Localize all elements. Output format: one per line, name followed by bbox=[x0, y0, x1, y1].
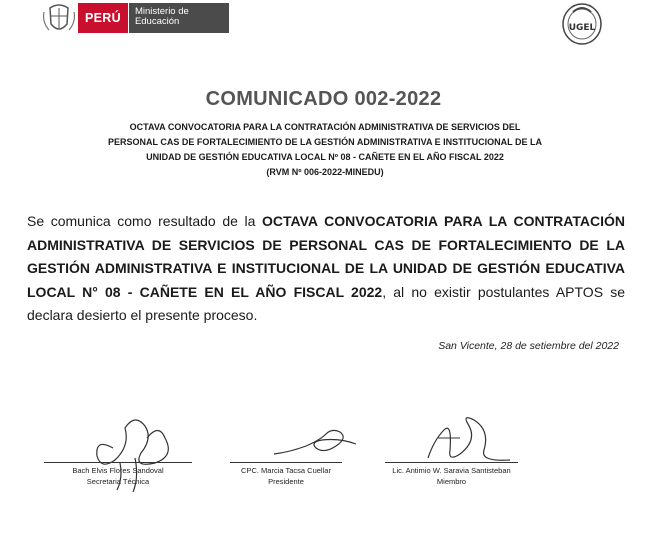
signatory-name: CPC. Marcia Tacsa Cuellar bbox=[241, 466, 331, 475]
document-title: COMUNICADO 002-2022 bbox=[205, 88, 442, 110]
subtitle-line: UNIDAD DE GESTIÓN EDUCATIVA LOCAL Nº 08 - CAÑETE EN EL AÑO FISCAL 2022 bbox=[146, 152, 504, 162]
document-subtitle bbox=[80, 120, 570, 180]
signature-graphic-2 bbox=[270, 424, 360, 464]
ministry-label: Ministerio de Educación bbox=[128, 3, 229, 33]
signature-block-presidente bbox=[230, 462, 342, 487]
subtitle-line: (RVM Nº 006-2022-MINEDU) bbox=[266, 167, 384, 177]
signature-line bbox=[385, 462, 518, 463]
signature-graphic-3 bbox=[420, 410, 530, 465]
page-header bbox=[0, 0, 647, 48]
body-bold: OCTAVA CONVOCATORIA PARA LA CONTRATACIÓN ADMINISTRATIVA DE SERVICIOS DE PERSONAL CAS DE FORTALECIMIENTO DE LA GESTIÓN ADMINISTRATIVA E INSTITUCIONAL DE LA UNIDAD DE GESTIÓN EDUCATIVA LOCAL N° 08 - CAÑETE EN EL AÑO FISCAL 2022 bbox=[27, 213, 625, 300]
signatory-role: Presidente bbox=[268, 477, 304, 486]
document-date: San Vicente, 28 de setiembre del 2022 bbox=[438, 340, 619, 352]
signature-line bbox=[44, 462, 192, 463]
ministry-logo bbox=[78, 3, 229, 33]
signature-block-secretaria bbox=[44, 462, 192, 487]
announcement-body bbox=[27, 210, 625, 328]
ugel-seal-icon bbox=[561, 0, 603, 46]
signature-line bbox=[230, 462, 342, 463]
svg-text:UGEL: UGEL bbox=[568, 23, 596, 33]
signatory-name: Bach Elvis Flores Sandoval bbox=[72, 466, 164, 475]
signatory-role: Secretaria Técnica bbox=[86, 477, 150, 486]
country-label: PERÚ bbox=[78, 3, 128, 33]
subtitle-line: PERSONAL CAS DE FORTALECIMIENTO DE LA GESTIÓN ADMINISTRATIVA E INSTITUCIONAL DE LA bbox=[107, 137, 542, 147]
peru-coat-of-arms-icon bbox=[40, 2, 78, 36]
body-intro: Se comunica como resultado de la bbox=[27, 213, 263, 229]
signatory-role: Miembro bbox=[436, 477, 467, 486]
signature-block-miembro bbox=[385, 462, 518, 487]
body-rest: , al no existir postulantes APTOS se declara desierto el presente proceso. bbox=[27, 283, 625, 323]
subtitle-line: OCTAVA CONVOCATORIA PARA LA CONTRATACIÓN ADMINISTRATIVA DE SERVICIOS DEL bbox=[129, 122, 521, 132]
signatory-name: Lic. Antimio W. Saravia Santisteban bbox=[392, 466, 511, 475]
